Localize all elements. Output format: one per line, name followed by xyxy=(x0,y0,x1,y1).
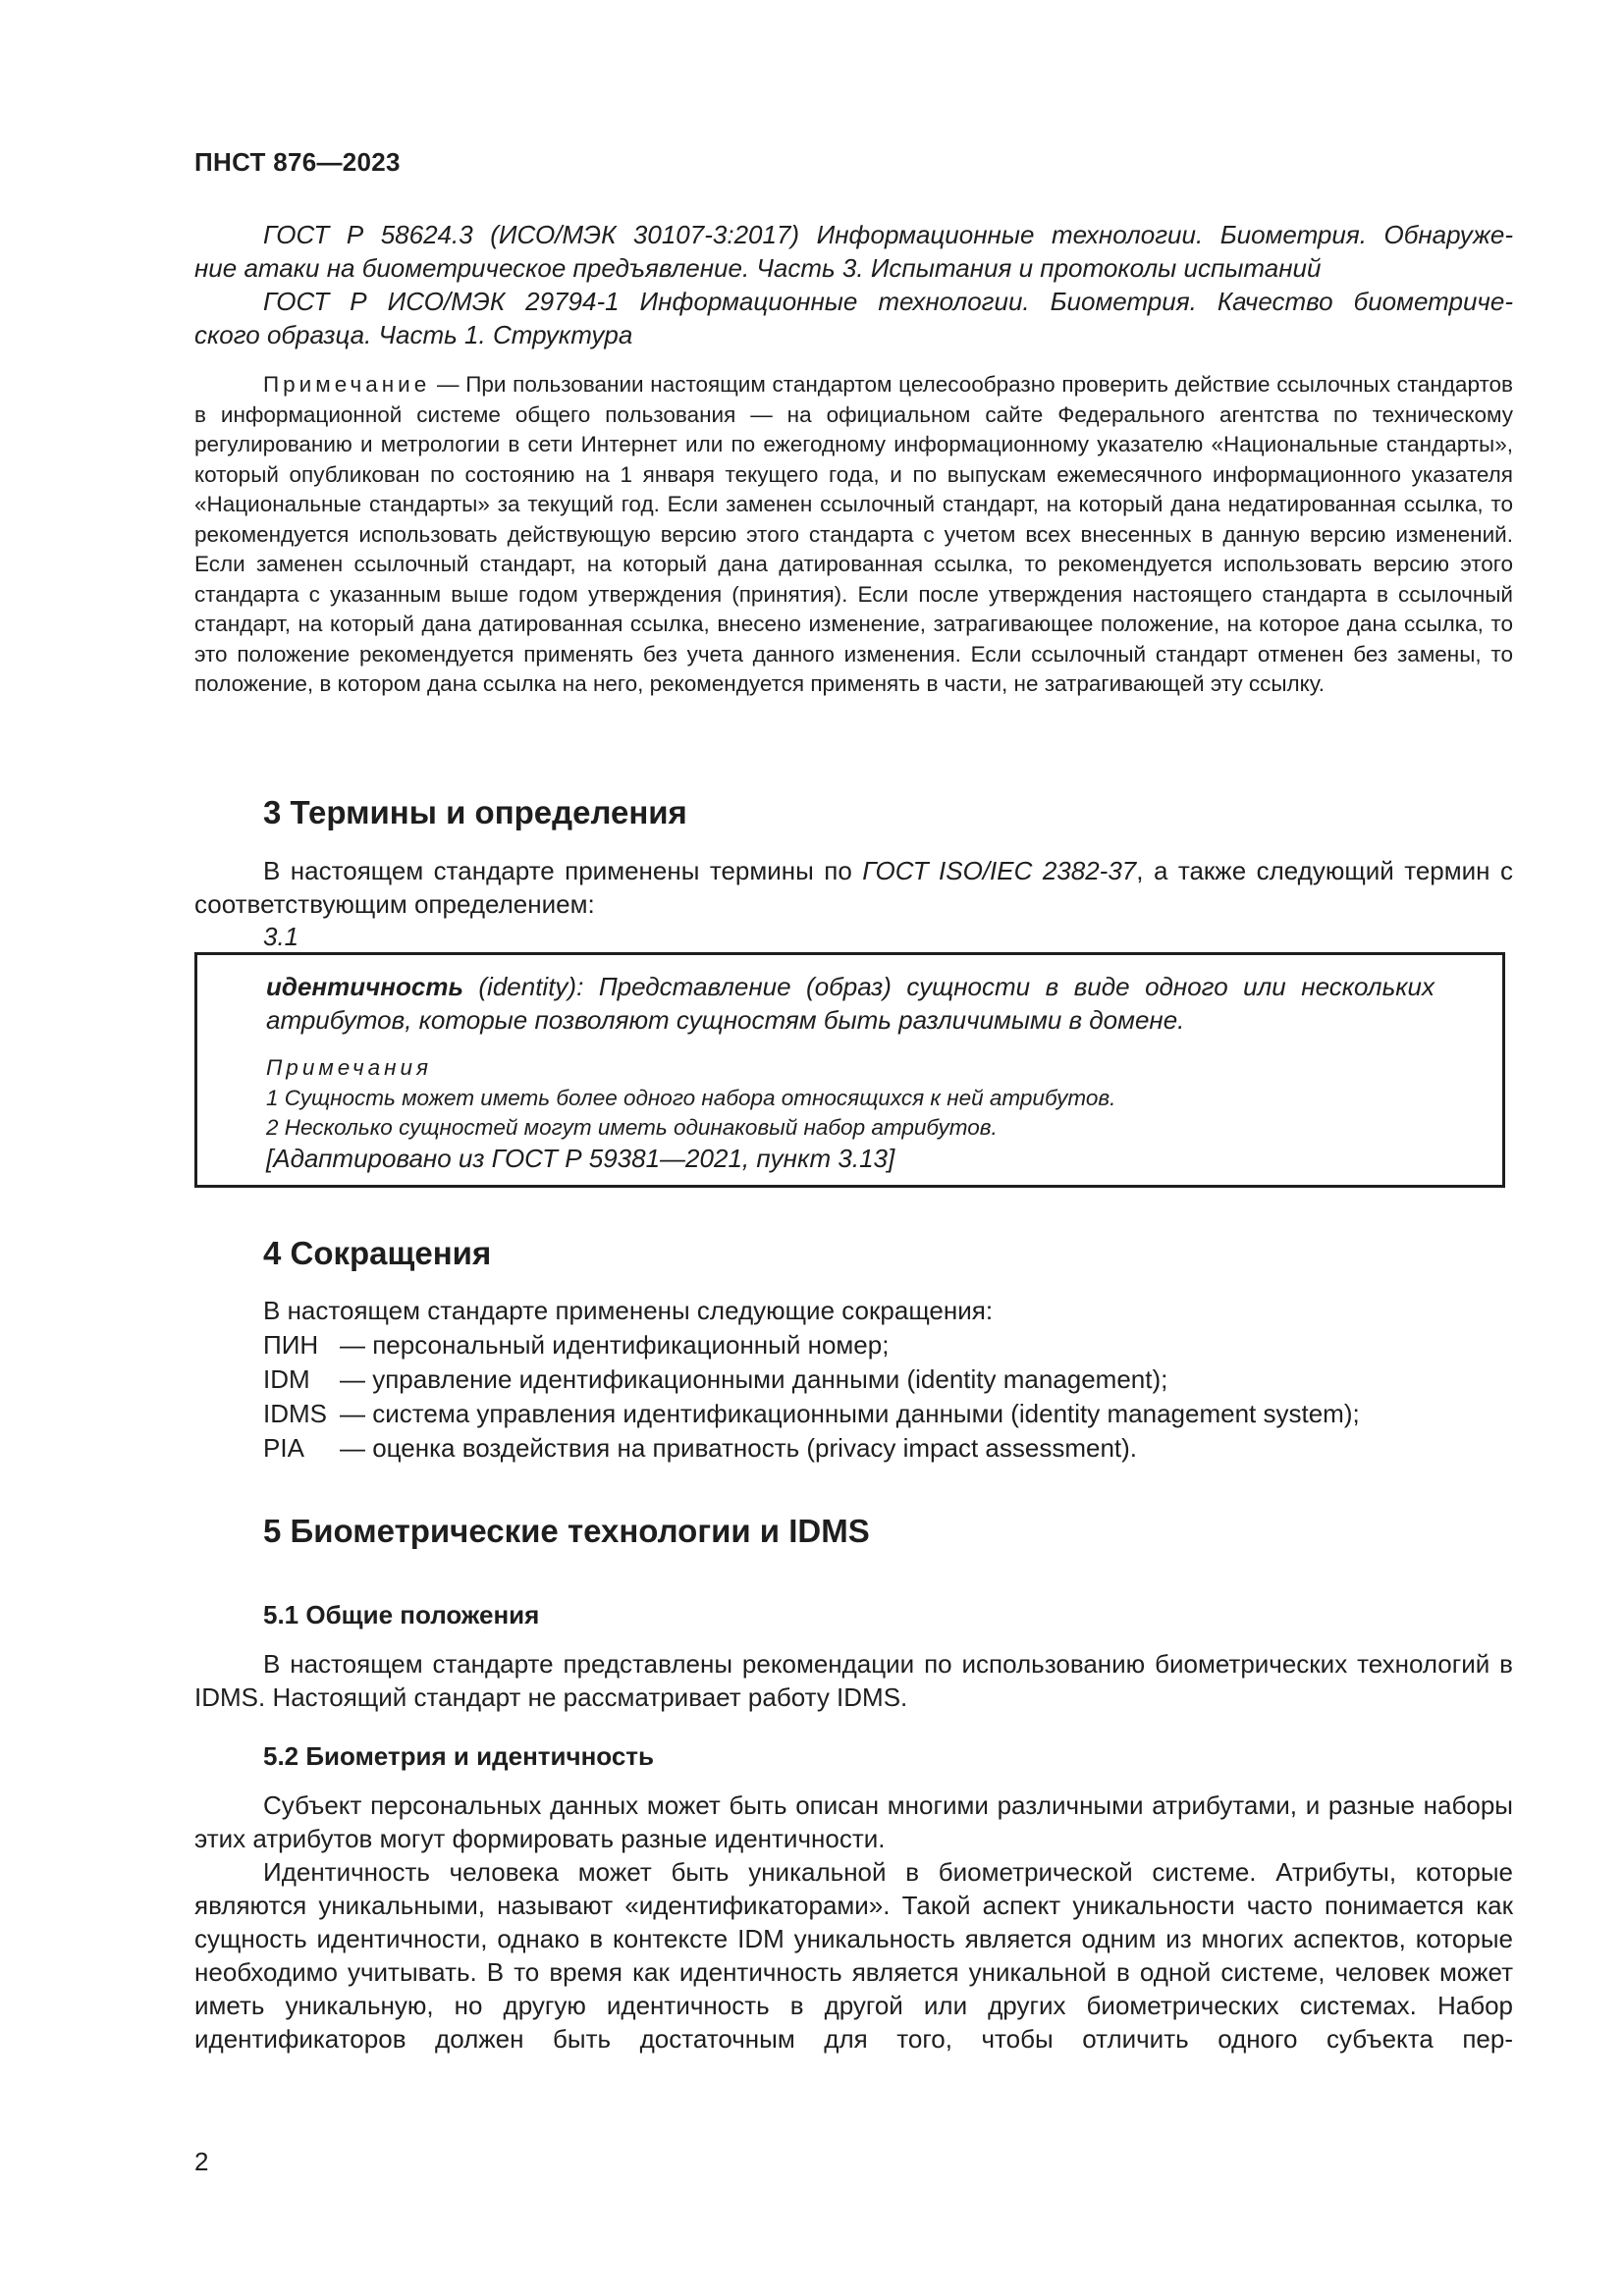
note-block xyxy=(194,370,1513,700)
section-3-title: 3 Термины и определения xyxy=(263,794,687,830)
term-word: идентичность xyxy=(266,972,463,1001)
document-id-header: ПНСТ 876—2023 xyxy=(194,147,401,177)
subsection-5-2-body xyxy=(194,1789,1513,2056)
term-definition-text xyxy=(266,970,1435,1037)
term-definition xyxy=(266,970,1435,1037)
term-notes xyxy=(266,1053,1435,1144)
term-number: 3.1 xyxy=(263,922,299,951)
term-definition-body: (identity): Представление (образ) сущности в виде одного или нескольких атрибутов, которые позволяют сущностям быть различимыми в домене. xyxy=(266,972,1435,1035)
subsection-5-1-body xyxy=(194,1647,1513,1714)
term-note: 1 Сущность может иметь более одного набора относящихся к ней атрибутов. xyxy=(266,1085,1116,1110)
section-3-intro xyxy=(194,854,1513,921)
note-paragraph xyxy=(194,370,1513,700)
abbreviation-text: — персональный идентификационный номер; xyxy=(340,1330,890,1360)
reference-text: ского образца. Часть 1. Структура xyxy=(194,320,633,349)
abbreviation-code: PIA xyxy=(263,1433,304,1463)
abbreviation-text: — оценка воздействия на приватность (privacy impact assessment). xyxy=(340,1433,1138,1463)
term-source: [Адаптировано из ГОСТ Р 59381—2021, пункт 3.13] xyxy=(266,1144,895,1173)
reference-text: ГОСТ Р ИСО/МЭК 29794-1 Информационные технологии. Биометрия. Качество биометриче- xyxy=(263,287,1513,316)
section-5-title: 5 Биометрические технологии и IDMS xyxy=(263,1513,870,1549)
reference-text: ГОСТ Р 58624.3 (ИСО/МЭК 30107-3:2017) Информационные технологии. Биометрия. Обнаруже- xyxy=(263,220,1513,249)
intro-text: В настоящем стандарте применены термины по xyxy=(263,856,863,885)
term-notes-label: Примечания xyxy=(266,1055,433,1080)
paragraph: Субъект персональных данных может быть описан многими различными атрибутами, и разные наборы этих атрибутов могут формировать разные идентичности. xyxy=(194,1790,1513,1853)
abbreviation-text: — управление идентификационными данными (identity management); xyxy=(340,1364,1168,1394)
note-label: Примечание xyxy=(263,372,431,397)
abbreviation-code: IDM xyxy=(263,1364,310,1394)
intro-text: , а также следующий термин с соответствующим определением: xyxy=(194,856,1513,919)
abbreviations-list xyxy=(263,1294,1513,1466)
subsection-5-1-title: 5.1 Общие положения xyxy=(263,1600,540,1629)
paragraph: В настоящем стандарте представлены рекомендации по использованию биометрических технологий в IDMS. Настоящий стандарт не рассматривает работу IDMS. xyxy=(194,1649,1513,1712)
note-text: — При пользовании настоящим стандартом целесообразно проверить действие ссылочных стандартов в информационной системе общего пользования — на официальном сайте Федерального агентства по техническому регулированию и метрологии в сети Интернет или по ежегодному информационному указателю «Национальные стандарты», который опубликован по состоянию на 1 января текущего года, и по выпускам ежемесячного информационного указателя «Национальные стандарты» за текущий год. Если заменен ссылочный стандарт, на который дана недатированная ссылка, то рекомендуется использовать действующую версию этого стандарта с учетом всех внесенных в данную версию изменений. Если заменен ссылочный стандарт, на который дана датированная ссылка, то рекомендуется использовать версию этого стандарта с указанным выше годом утверждения (принятия). Если после утверждения настоящего стандарта в ссылочный стандарт, на который дана датированная ссылка, внесено изменение, затрагивающее положение, на которое дана ссылка, то это положение рекомендуется применять без учета данного изменения. Если ссылочный стандарт отменен без замены, то положение, в котором дана ссылка на него, рекомендуется применять в части, не затрагивающей эту ссылку. xyxy=(194,372,1513,696)
abbreviation-item xyxy=(263,1397,1513,1431)
reference-list xyxy=(194,218,1513,351)
abbreviations-intro: В настоящем стандарте применены следующие сокращения: xyxy=(263,1296,994,1325)
subsection-5-2-title: 5.2 Биометрия и идентичность xyxy=(263,1741,655,1771)
abbreviation-code: IDMS xyxy=(263,1399,327,1428)
paragraph: Идентичность человека может быть уникальной в биометрической системе. Атрибуты, которые являются уникальными, называют «идентификаторами». Такой аспект уникальности часто понимается как сущность идентичности, однако в контексте IDM уникальность является одним из многих аспектов, которые необходимо учитывать. В то время как идентичность является уникальной в одной системе, человек может иметь уникальную, но другую идентичность в другой или других биометрических системах. Набор идентификаторов должен быть достаточным для того, чтобы отличить одного субъекта пер- xyxy=(194,1857,1513,2054)
section-3-intro-text xyxy=(194,854,1513,921)
abbreviation-item xyxy=(263,1328,1513,1362)
abbreviation-item xyxy=(263,1431,1513,1466)
abbreviation-text: — система управления идентификационными данными (identity management system); xyxy=(340,1399,1360,1428)
reference-item-cont xyxy=(194,318,1513,351)
reference-item xyxy=(194,285,1513,318)
section-4-title: 4 Сокращения xyxy=(263,1235,492,1271)
term-note: 2 Несколько сущностей могут иметь одинаковый набор атрибутов. xyxy=(266,1115,998,1140)
reference-item-cont xyxy=(194,251,1513,285)
term-definition-box xyxy=(194,952,1505,1188)
reference-text: ние атаки на биометрическое предъявление. Часть 3. Испытания и протоколы испытаний xyxy=(194,253,1322,283)
page-number: 2 xyxy=(194,2147,209,2176)
abbreviation-code: ПИН xyxy=(263,1330,319,1360)
intro-reference: ГОСТ ISO/IEC 2382-37 xyxy=(862,856,1137,885)
reference-item xyxy=(194,218,1513,251)
abbreviation-item xyxy=(263,1362,1513,1397)
